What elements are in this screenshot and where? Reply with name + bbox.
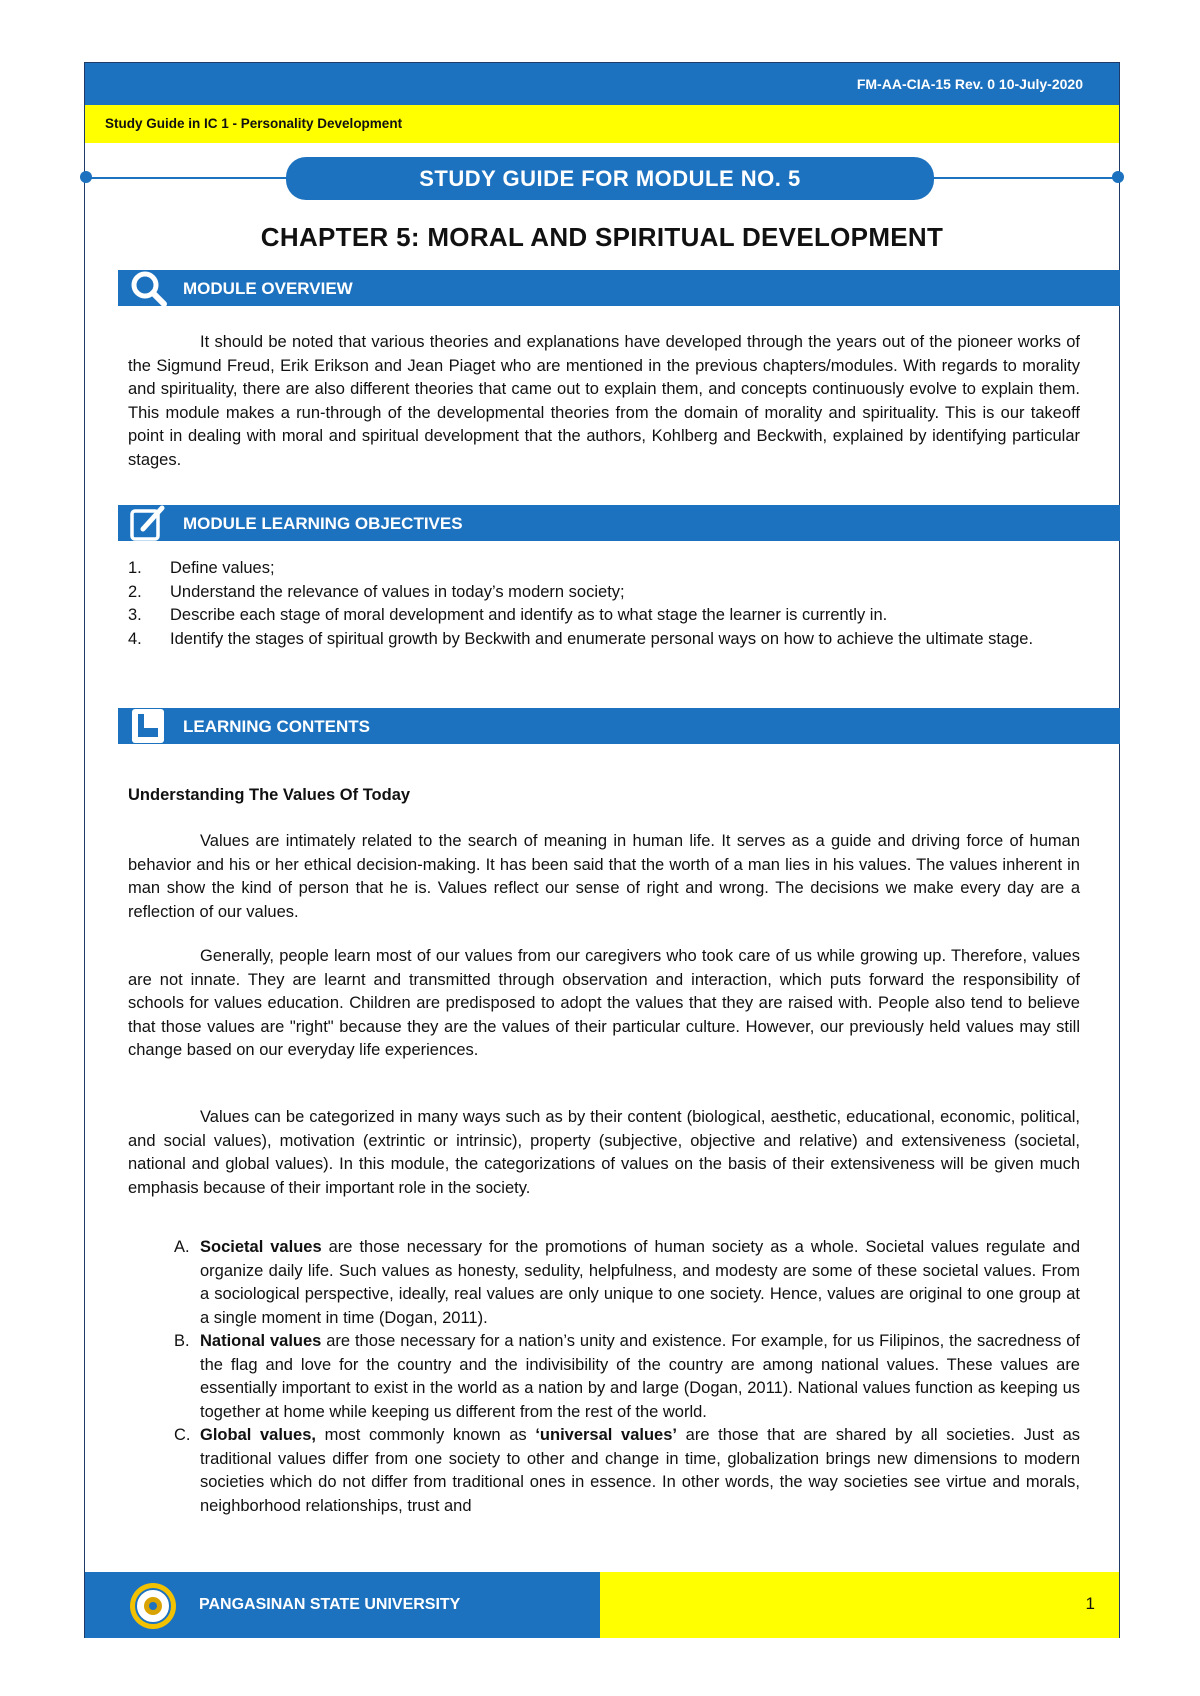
contents-heading: LEARNING CONTENTS: [183, 717, 370, 736]
footer-page-bar: [600, 1572, 1119, 1638]
overview-section-bar: [118, 270, 1120, 306]
objective-number: 1.: [128, 559, 142, 577]
module-title: STUDY GUIDE FOR MODULE NO. 5: [286, 157, 934, 200]
value-type-term: Societal values: [200, 1238, 322, 1256]
form-code: FM-AA-CIA-15 Rev. 0 10-July-2020: [856, 76, 1083, 92]
objective-number: 4.: [128, 629, 142, 648]
edit-icon: [128, 503, 168, 543]
contents-section-bar: [118, 708, 1120, 744]
list-item: [128, 581, 1080, 605]
objective-text: Define values;: [170, 559, 275, 577]
list-item: [174, 1236, 1080, 1330]
rule-dot-right: [1112, 171, 1124, 183]
value-type-text: most commonly known as: [315, 1426, 536, 1444]
values-subheading: Understanding The Values Of Today: [128, 786, 411, 804]
objective-number: 2.: [128, 582, 142, 601]
list-item: [128, 604, 1080, 628]
list-item: [128, 557, 1080, 581]
values-paragraph-3: Values can be categorized in many ways such as by their content (biological, aesthetic, educational, economic, political, and social values), motivation (extrintic or intrinsic), property (subjective, objective and relative) and extensiveness (societal, national and global values). In this module, the categorizations of values on the basis of their extensiveness will be given much emphasis because of their important role in the society.: [128, 1108, 1080, 1197]
university-name: PANGASINAN STATE UNIVERSITY: [199, 1596, 461, 1613]
objective-text: Understand the relevance of values in today’s modern society;: [170, 582, 625, 601]
values-paragraph-2: Generally, people learn most of our values from our caregivers who took care of us while growing up. Therefore, values are not innate. They are learnt and transmitted through observation and interaction, which puts forward the responsibility of schools for values education. Children are predisposed to adopt the values that they are raised with. People also tend to believe that those values are "right" because they are the values of their particular culture. However, our previously held values may still change based on our everyday life experiences.: [128, 947, 1080, 1059]
value-types-list: [174, 1236, 1080, 1518]
study-guide-label: Study Guide in IC 1 - Personality Development: [105, 116, 403, 131]
values-paragraph-1: Values are intimately related to the search of meaning in human life. It serves as a guide and driving force of human behavior and his or her ethical decision-making. It has been said that the worth of a man lies in his values. The values inherent in man show the kind of person that he is. Values reflect our sense of right and wrong. The decisions we make every day are a reflection of our values.: [128, 832, 1080, 921]
value-type-letter: C.: [174, 1426, 191, 1444]
book-icon: [128, 706, 168, 746]
value-type-letter: B.: [174, 1332, 190, 1350]
overview-heading: MODULE OVERVIEW: [183, 279, 353, 298]
guide-label-bar: [85, 105, 1119, 143]
magnifier-icon: [128, 268, 168, 308]
list-item: [174, 1424, 1080, 1518]
top-header-bar: [85, 63, 1119, 105]
list-item: [128, 628, 1080, 652]
value-type-text: are those necessary for a nation’s unity and existence. For example, for us Filipinos, the sacredness of the flag and love for the country and the indivisibility of the country are among national values. These values are essentially important to exist in the world as a nation by and large (Dogan, 2011). National values function as keeping us together at home while keeping us different from the rest of the world.: [200, 1332, 1080, 1421]
value-type-letter: A.: [174, 1238, 190, 1256]
list-item: [174, 1330, 1080, 1424]
objectives-list: [128, 557, 1080, 651]
objective-text: Identify the stages of spiritual growth by Beckwith and enumerate personal ways on how to achieve the ultimate stage.: [170, 629, 1034, 648]
chapter-title: CHAPTER 5: MORAL AND SPIRITUAL DEVELOPMENT: [260, 222, 944, 252]
value-type-text: are those necessary for the promotions of human society as a whole. Societal values regulate and organize daily life. Such values as honesty, sedulity, helpfulness, and modesty are some of these societal values. From a sociological perspective, ideally, real values are only unique to one society. Hence, values are original to one group at a single moment in time (Dogan, 2011).: [200, 1238, 1080, 1327]
value-type-text: are those that are shared by all societies. Just as traditional values differ from one society to other and change in time, globalization brings new dimensions to modern societies which do not differ from traditional ones in essence. In other words, the way societies see virtue and morals, neighborhood relationships, trust and: [200, 1426, 1081, 1515]
university-seal-icon: [129, 1582, 177, 1630]
rule-dot-left: [80, 171, 92, 183]
value-type-term: National values: [200, 1332, 322, 1350]
objective-text: Describe each stage of moral development and identify as to what stage the learner is currently in.: [170, 606, 888, 624]
objectives-heading: MODULE LEARNING OBJECTIVES: [183, 514, 463, 533]
overview-text: It should be noted that various theories and explanations have developed through the years out of the pioneer works of the Sigmund Freud, Erik Erikson and Jean Piaget who are mentioned in the previous chapters/modules. With regards to morality and spirituality, there are also different theories that came out to explain them, and concepts continuously evolve to explain them. This module makes a run-through of the developmental theories from the domain of morality and spirituality. This is our takeoff point in dealing with moral and spiritual development that the authors, Kohlberg and Beckwith, explained by identifying particular stages.: [128, 333, 1080, 469]
footer-university-bar: [85, 1572, 600, 1638]
value-type-term: Global values,: [200, 1426, 316, 1444]
value-type-alias: ‘universal values’: [535, 1426, 677, 1444]
page-number: 1: [1085, 1594, 1095, 1613]
objective-number: 3.: [128, 606, 142, 624]
objectives-section-bar: [118, 505, 1120, 541]
